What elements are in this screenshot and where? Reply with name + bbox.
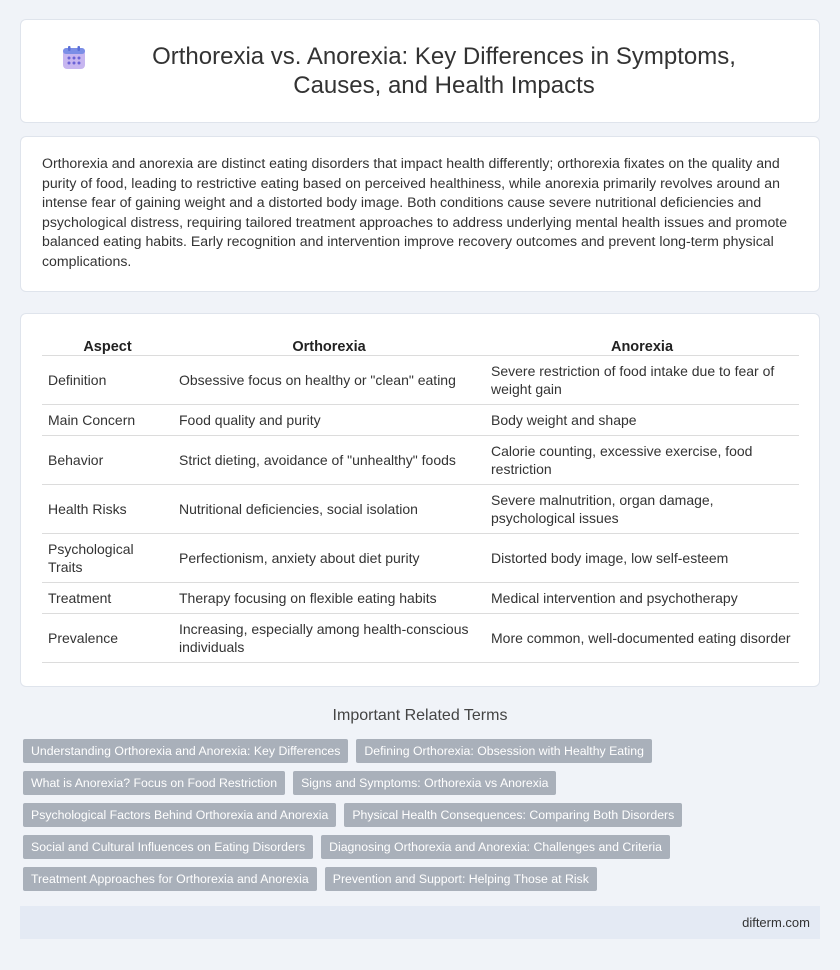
title-card [20,19,820,123]
table-cell: More common, well-documented eating disorder [485,614,799,663]
table-cell: Food quality and purity [173,405,485,436]
related-term-link[interactable]: Treatment Approaches for Orthorexia and Anorexia [23,867,317,891]
related-term-link[interactable]: Defining Orthorexia: Obsession with Healthy Eating [356,739,652,763]
intro-text: Orthorexia and anorexia are distinct eating disorders that impact health differently; orthorexia fixates on the quality and purity of food, leading to restrictive eating based on perceived healthiness, while anorexia primarily revolves around an intense fear of gaining weight and a distorted body image. Both conditions cause severe nutritional deficiencies and psychological distress, requiring tailored treatment approaches to address underlying mental health issues and promote balanced eating habits. Early recognition and intervention improve recovery outcomes and prevent long-term physical complications. [42,155,788,269]
table-cell: Severe malnutrition, organ damage, psychological issues [485,485,799,534]
related-terms-list [23,739,813,891]
intro-card [20,136,820,292]
comparison-table [42,332,799,663]
table-cell: Strict dieting, avoidance of "unhealthy" foods [173,436,485,485]
related-terms-heading: Important Related Terms [332,707,508,724]
table-row [42,436,799,485]
related-term-link[interactable]: Psychological Factors Behind Orthorexia and Anorexia [23,803,336,827]
related-term-link[interactable]: Signs and Symptoms: Orthorexia vs Anorexia [293,771,556,795]
table-row [42,405,799,436]
table-cell: Definition [42,356,173,405]
document-icon [61,45,87,71]
table-cell: Body weight and shape [485,405,799,436]
page-title: Orthorexia vs. Anorexia: Key Differences in Symptoms, Causes, and Health Impacts [152,43,736,99]
table-row [42,583,799,614]
table-cell: Prevalence [42,614,173,663]
related-term-link[interactable]: Understanding Orthorexia and Anorexia: Key Differences [23,739,348,763]
table-cell: Health Risks [42,485,173,534]
table-cell: Calorie counting, excessive exercise, food restriction [485,436,799,485]
comparison-card [20,313,820,687]
related-term-link[interactable]: Physical Health Consequences: Comparing Both Disorders [344,803,682,827]
table-row [42,614,799,663]
column-header-aspect: Aspect [42,332,173,356]
table-cell: Psychological Traits [42,534,173,583]
related-term-link[interactable]: Prevention and Support: Helping Those at Risk [325,867,597,891]
table-cell: Medical intervention and psychotherapy [485,583,799,614]
table-cell: Behavior [42,436,173,485]
column-header-anorexia: Anorexia [485,332,799,356]
related-term-link[interactable]: Diagnosing Orthorexia and Anorexia: Challenges and Criteria [321,835,670,859]
table-cell: Obsessive focus on healthy or "clean" eating [173,356,485,405]
related-term-link[interactable]: What is Anorexia? Focus on Food Restriction [23,771,285,795]
table-cell: Nutritional deficiencies, social isolation [173,485,485,534]
table-row [42,485,799,534]
table-cell: Therapy focusing on flexible eating habits [173,583,485,614]
table-header-row [42,332,799,356]
table-row [42,356,799,405]
column-header-orthorexia: Orthorexia [173,332,485,356]
table-cell: Severe restriction of food intake due to fear of weight gain [485,356,799,405]
table-cell: Treatment [42,583,173,614]
footer-site-link[interactable]: difterm.com [742,915,810,930]
table-row [42,534,799,583]
table-cell: Perfectionism, anxiety about diet purity [173,534,485,583]
related-term-link[interactable]: Social and Cultural Influences on Eating Disorders [23,835,313,859]
table-cell: Increasing, especially among health-conscious individuals [173,614,485,663]
footer [20,906,820,939]
table-cell: Main Concern [42,405,173,436]
table-cell: Distorted body image, low self-esteem [485,534,799,583]
